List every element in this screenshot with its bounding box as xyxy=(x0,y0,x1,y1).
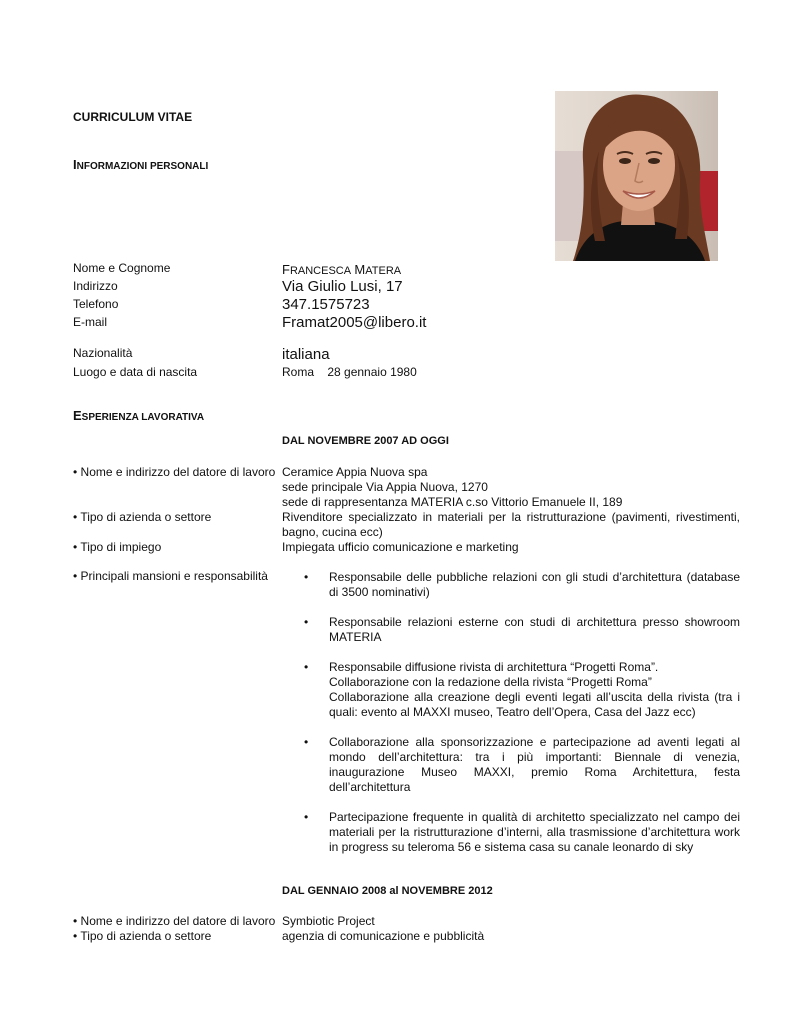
job1-employer-label: • Nome e indirizzo del datore di lavoro xyxy=(73,465,276,479)
bullet-icon: • xyxy=(304,570,309,584)
name-last-rest: ATERA xyxy=(365,265,402,277)
job1-employer-line: sede principale Via Appia Nuova, 1270 xyxy=(282,480,488,494)
job1-employer-line: sede di rappresentanza MATERIA c.so Vittorio Emanuele II, 189 xyxy=(282,495,623,509)
phone-label: Telefono xyxy=(73,297,119,311)
job1-employer-value xyxy=(282,465,740,510)
duty-text: Collaborazione con la redazione della rivista “Progetti Roma” xyxy=(329,675,652,689)
bullet-icon: • xyxy=(304,660,309,674)
list-item xyxy=(304,570,740,600)
job1-employer-line: Ceramice Appia Nuova spa xyxy=(282,465,428,479)
job1-duties-label: • Principali mansioni e responsabilità xyxy=(73,569,268,583)
address-label: Indirizzo xyxy=(73,279,118,293)
name-value xyxy=(282,262,401,277)
profile-photo-drawing xyxy=(555,91,718,261)
job2-employer-value: Symbiotic Project xyxy=(282,914,375,928)
section-work-heading xyxy=(73,408,204,423)
duty-text: Collaborazione alla sponsorizzazione e partecipazione ad aventi legati al mondo dell’architettura: tra i più importanti: Biennale di venezia, inaugurazione Museo MAXXI, premio Roma Architettura, festa dell’architettura xyxy=(329,735,740,794)
job2-sector-label: • Tipo di azienda o settore xyxy=(73,929,212,943)
duty-text: Collaborazione alla creazione degli eventi legati all’uscita della rivista (tra i quali: evento al MAXXI museo, Teatro dell’Opera, Casa del Jazz ecc) xyxy=(329,690,740,719)
name-last-initial: M xyxy=(354,262,366,277)
section-personal-heading xyxy=(73,157,208,172)
name-first-rest: RANCESCA xyxy=(289,265,352,277)
profile-photo xyxy=(555,91,718,261)
email-value[interactable]: Framat2005@libero.it xyxy=(282,314,427,331)
nationality-value: italiana xyxy=(282,346,330,363)
job1-period: DAL NOVEMBRE 2007 AD OGGI xyxy=(282,435,449,447)
phone-value: 347.1575723 xyxy=(282,296,370,313)
duty-text: Responsabile relazioni esterne con studi di architettura presso showroom MATERIA xyxy=(329,615,740,644)
job2-employer-label: • Nome e indirizzo del datore di lavoro xyxy=(73,914,276,928)
birth-label: Luogo e data di nascita xyxy=(73,365,198,379)
email-label: E-mail xyxy=(73,315,108,329)
bullet-icon: • xyxy=(304,735,309,749)
duty-text: Responsabile delle pubbliche relazioni con gli studi d’architettura (database di 3500 nominativi) xyxy=(329,570,740,599)
job1-job-label: • Tipo di impiego xyxy=(73,540,162,554)
nationality-label: Nazionalità xyxy=(73,346,133,360)
section-personal-initial: I xyxy=(73,157,77,172)
section-work-rest: SPERIENZA LAVORATIVA xyxy=(81,412,205,423)
job2-period: DAL GENNAIO 2008 al NOVEMBRE 2012 xyxy=(282,885,493,897)
job1-job-value: Impiegata ufficio comunicazione e marketing xyxy=(282,540,519,554)
bullet-icon: • xyxy=(304,810,309,824)
cv-title: CURRICULUM VITAE xyxy=(73,110,193,124)
section-personal-rest: NFORMAZIONI PERSONALI xyxy=(76,161,209,172)
job1-sector-label: • Tipo di azienda o settore xyxy=(73,510,212,524)
list-item xyxy=(304,735,740,795)
birth-value: Roma 28 gennaio 1980 xyxy=(282,365,417,379)
list-item xyxy=(304,615,740,645)
bullet-icon: • xyxy=(304,615,309,629)
address-value: Via Giulio Lusi, 17 xyxy=(282,278,403,295)
job1-duties-list xyxy=(304,570,740,870)
duty-text: Partecipazione frequente in qualità di architetto specializzato nel campo dei materiali per la ristrutturazione d’interni, alla trasmissione d’architettura work in progress su teleroma 56 e sistema casa su canale leonardo di sky xyxy=(329,810,740,854)
list-item xyxy=(304,810,740,855)
job2-sector-value: agenzia di comunicazione e pubblicità xyxy=(282,929,485,943)
name-first-initial: F xyxy=(282,262,290,277)
name-label: Nome e Cognome xyxy=(73,261,171,275)
job1-sector-value: Rivenditore specializzato in materiali per la ristrutturazione (pavimenti, rivestimenti, bagno, cucina ecc) xyxy=(282,510,740,539)
duty-text: Responsabile diffusione rivista di architettura “Progetti Roma”. xyxy=(329,660,659,674)
section-work-initial: E xyxy=(73,408,82,423)
list-item xyxy=(304,660,740,720)
